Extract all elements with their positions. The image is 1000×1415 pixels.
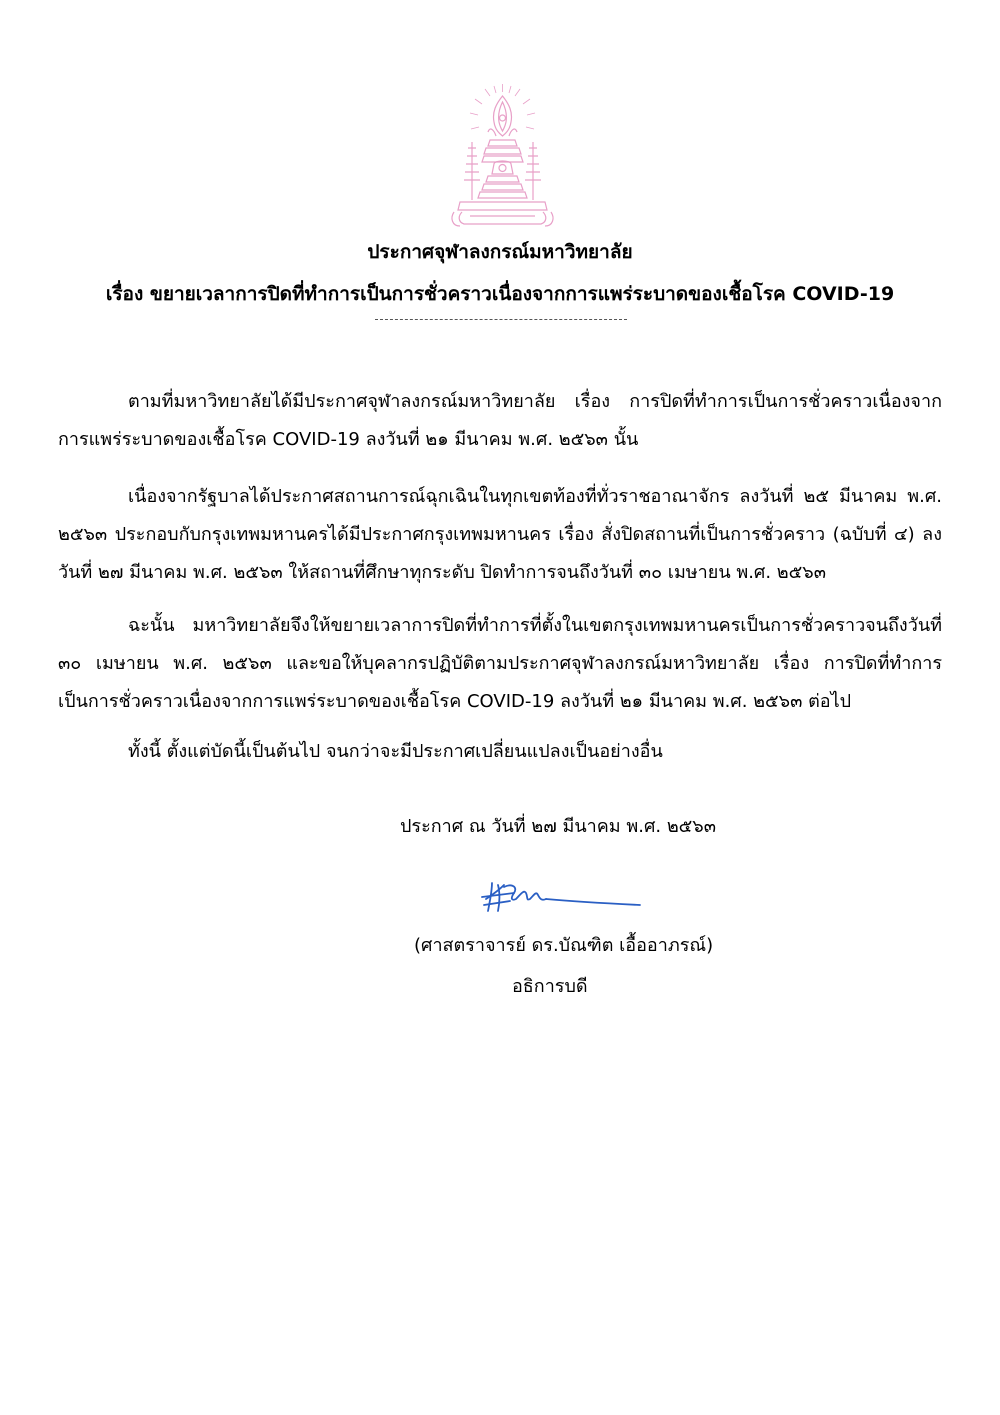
announcement-subject: เรื่อง ขยายเวลาการปิดที่ทำการเป็นการชั่วคราวเนื่องจากการแพร่ระบาดของเชื้อโรค COVID-19	[105, 283, 895, 305]
body-paragraph-1: ตามที่มหาวิทยาลัยได้มีประกาศจุฬาลงกรณ์มหาวิทยาลัย เรื่อง การปิดที่ทำการเป็นการชั่วคราวเนื่องจากการแพร่ระบาดของเชื้อโรค COVID-19 ลงวันที่ ๒๑ มีนาคม พ.ศ. ๒๕๖๓ นั้น	[58, 391, 942, 450]
signature-icon	[478, 875, 648, 920]
announcement-date: ประกาศ ณ วันที่ ๒๗ มีนาคม พ.ศ. ๒๕๖๓	[400, 816, 717, 837]
signer-name: (ศาสตราจารย์ ดร.บัณฑิต เอื้ออาภรณ์)	[414, 935, 714, 956]
title-separator	[375, 319, 627, 320]
announcement-issuer-title: ประกาศจุฬาลงกรณ์มหาวิทยาลัย	[367, 241, 633, 263]
university-emblem-icon	[450, 82, 555, 230]
body-paragraph-3: ฉะนั้น มหาวิทยาลัยจึงให้ขยายเวลาการปิดที่ทำการที่ตั้งในเขตกรุงเทพมหานครเป็นการชั่วคราวจนถึงวันที่ ๓๐ เมษายน พ.ศ. ๒๕๖๓ และขอให้บุคลากรปฏิบัติตามประกาศจุฬาลงกรณ์มหาวิทยาลัย เรื่อง การปิดที่ทำการเป็นการชั่วคราวเนื่องจากการแพร่ระบาดของเชื้อโรค COVID-19 ลงวันที่ ๒๑ มีนาคม พ.ศ. ๒๕๖๓ ต่อไป	[58, 615, 942, 712]
body-paragraph-2: เนื่องจากรัฐบาลได้ประกาศสถานการณ์ฉุกเฉินในทุกเขตท้องที่ทั่วราชอาณาจักร ลงวันที่ ๒๕ มีนาคม พ.ศ. ๒๕๖๓ ประกอบกับกรุงเทพมหานครได้มีประกาศกรุงเทพมหานคร เรื่อง สั่งปิดสถานที่เป็นการชั่วคราว (ฉบับที่ ๔) ลงวันที่ ๒๗ มีนาคม พ.ศ. ๒๕๖๓ ให้สถานที่ศึกษาทุกระดับ ปิดทำการจนถึงวันที่ ๓๐ เมษายน พ.ศ. ๒๕๖๓	[58, 486, 942, 583]
body-paragraph-4: ทั้งนี้ ตั้งแต่บัดนี้เป็นต้นไป จนกว่าจะมีประกาศเปลี่ยนแปลงเป็นอย่างอื่น	[128, 741, 663, 762]
signer-position: อธิการบดี	[512, 976, 588, 997]
